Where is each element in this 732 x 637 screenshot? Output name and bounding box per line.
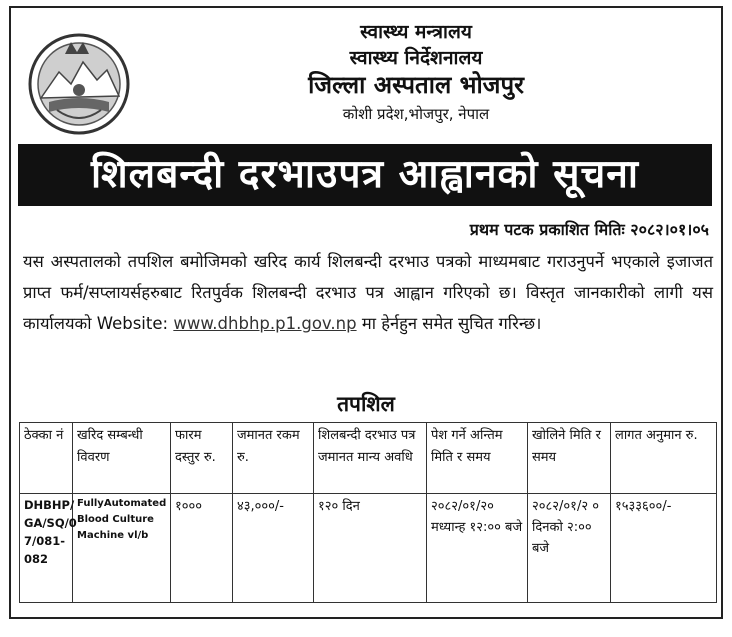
col-cost-estimate: लागत अनुमान रु. xyxy=(611,423,717,494)
cell-opening-date: २०८२/०१/२ ० दिनको २:०० बजे xyxy=(528,494,611,603)
website-link[interactable]: www.dhbhp.p1.gov.np xyxy=(173,314,357,333)
cell-description: FullyAutomated Blood Culture Machine vl/b xyxy=(73,494,171,603)
col-bid-security: जमानत रकम रु. xyxy=(233,423,314,494)
hospital-name: जिल्ला अस्पताल भोजपुर xyxy=(308,71,524,99)
notice-text: यस अस्पतालको तपशिल बमोजिमको खरिद कार्य शिलबन्दी दरभाउ पत्रको माध्यमबाट गराउनुपर्ने भएकाले इजाजत प्राप्त फर्म/सप्लायर्सहरुबाट रितपुर्वक शिलबन्दी दरभाउ पत्र आह्वान गरिएको छ। विस्तृत जानकारीको लागी यस कार्यालयको Website: xyxy=(23,252,713,333)
cell-form-fee: १००० xyxy=(171,494,233,603)
table-header-row xyxy=(20,423,717,494)
notice-tail: मा हेर्नहुन समेत सुचित गरिन्छ। xyxy=(361,314,542,333)
cell-submission-deadline: २०८२/०१/२० मध्यान्ह १२:०० बजे xyxy=(427,494,528,603)
notice-page xyxy=(9,6,723,619)
col-contract-no: ठेक्का नं xyxy=(20,423,73,494)
directorate-name: स्वास्थ्य निर्देशनालय xyxy=(349,47,483,69)
tender-table xyxy=(19,422,717,603)
cell-contract-no: DHBHP/ GA/SQ/0 7/081- 082 xyxy=(20,494,73,603)
cell-cost-estimate: १५३३६००/- xyxy=(611,494,717,603)
cell-validity-period: १२० दिन xyxy=(314,494,427,603)
col-validity-period: शिलबन्दी दरभाउ पत्र जमानत मान्य अवधि xyxy=(314,423,427,494)
col-form-fee: फारम दस्तुर रु. xyxy=(171,423,233,494)
col-opening-date: खोलिने मिति र समय xyxy=(528,423,611,494)
hospital-address: कोशी प्रदेश,भोजपुर, नेपाल xyxy=(342,105,490,123)
ministry-name: स्वास्थ्य मन्त्रालय xyxy=(360,21,472,43)
col-submission-deadline: पेश गर्ने अन्तिम मिति र समय xyxy=(427,423,528,494)
col-procurement-description: खरिद सम्बन्धी विवरण xyxy=(73,423,171,494)
table-row xyxy=(20,494,717,603)
details-heading: तपशिल xyxy=(337,392,395,416)
notice-paragraph xyxy=(23,246,713,339)
publish-date: प्रथम पटक प्रकाशित मितिः २०८२।०१।०५ xyxy=(469,220,709,239)
notice-title-banner: शिलबन्दी दरभाउपत्र आह्वानको सूचना xyxy=(18,144,712,206)
cell-bid-security: ४३,०००/- xyxy=(233,494,314,603)
government-emblem-icon xyxy=(27,32,131,136)
